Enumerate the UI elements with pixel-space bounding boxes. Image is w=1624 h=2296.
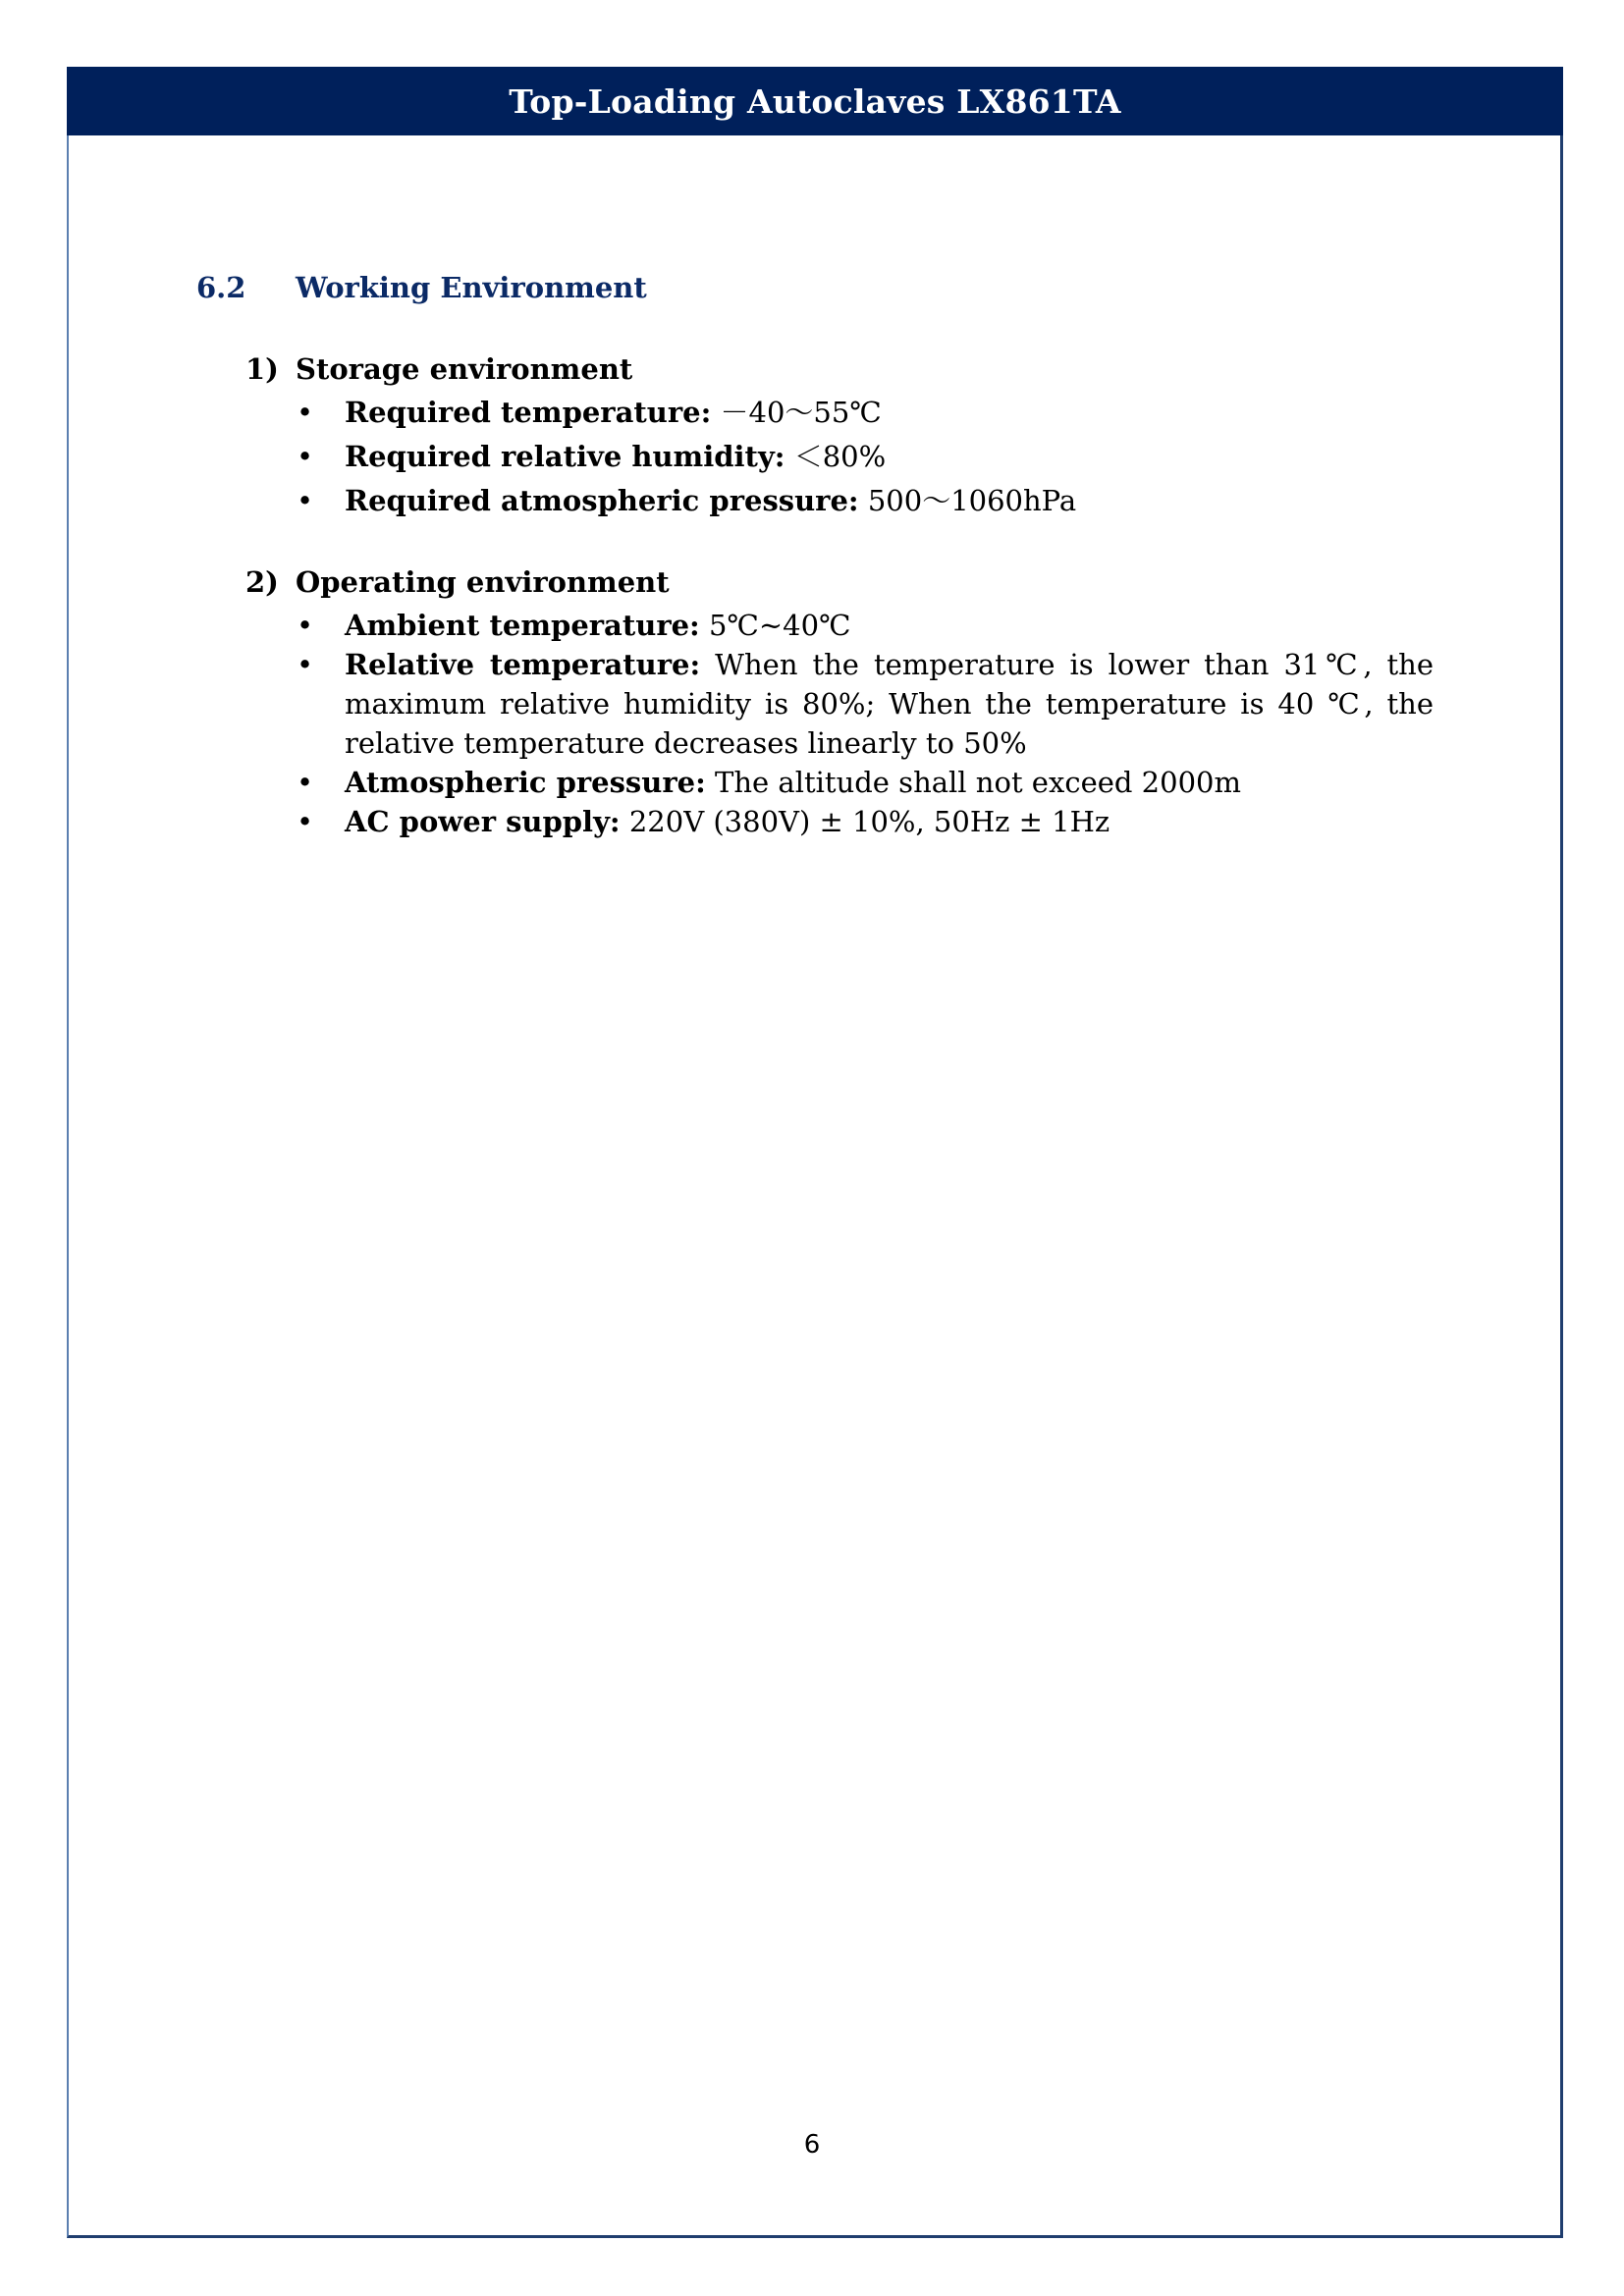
item-value: 500～1060hPa [858, 484, 1077, 517]
storage-title: Storage environment [296, 352, 633, 386]
list-item [245, 437, 1434, 476]
list-item [245, 763, 1434, 802]
item-value: －40～55℃ [711, 396, 882, 429]
storage-list [245, 393, 1434, 520]
item-label: AC power supply: [345, 805, 621, 838]
list-item [245, 481, 1434, 520]
document-title: Top-Loading Autoclaves LX861TA [509, 81, 1121, 121]
list-item [245, 393, 1434, 432]
storage-environment-heading [245, 349, 1434, 389]
bullet-icon: • [297, 484, 314, 517]
item-value: 220V (380V) ± 10%, 50Hz ± 1Hz [620, 805, 1110, 838]
operating-list [245, 606, 1434, 841]
item-value: 5℃~40℃ [699, 609, 851, 642]
bullet-icon: • [297, 440, 314, 473]
item-label: Required atmospheric pressure: [345, 484, 859, 517]
bullet-icon: • [297, 805, 314, 838]
bullet-icon: • [297, 648, 314, 681]
storage-environment-block [245, 349, 1434, 525]
section-title: Working Environment [296, 271, 647, 304]
section-heading [196, 271, 647, 304]
operating-index: 2) [245, 565, 279, 599]
page-number: 6 [803, 2130, 821, 2160]
list-item [245, 606, 1434, 645]
storage-index: 1) [245, 352, 279, 386]
list-item [245, 802, 1434, 841]
list-item [245, 645, 1434, 763]
section-number: 6.2 [196, 271, 246, 304]
item-label: Required temperature: [345, 396, 712, 429]
bullet-icon: • [297, 609, 314, 642]
operating-environment-block [245, 562, 1434, 841]
item-value: The altitude shall not exceed 2000m [705, 766, 1241, 799]
item-label: Atmospheric pressure: [345, 766, 706, 799]
item-label: Relative temperature: [345, 648, 701, 681]
operating-title: Operating environment [296, 565, 670, 599]
item-value: ＜80% [785, 440, 887, 473]
item-value: When the temperature is lower than 31℃, the maximum relative humidity is 80%; When the temperature is 40 ℃, the relative temperature decreases linearly to 50% [345, 648, 1435, 760]
item-label: Ambient temperature: [345, 609, 700, 642]
operating-environment-heading [245, 562, 1434, 602]
bullet-icon: • [297, 396, 314, 429]
item-label: Required relative humidity: [345, 440, 785, 473]
bullet-icon: • [297, 766, 314, 799]
header-bar [67, 67, 1563, 135]
